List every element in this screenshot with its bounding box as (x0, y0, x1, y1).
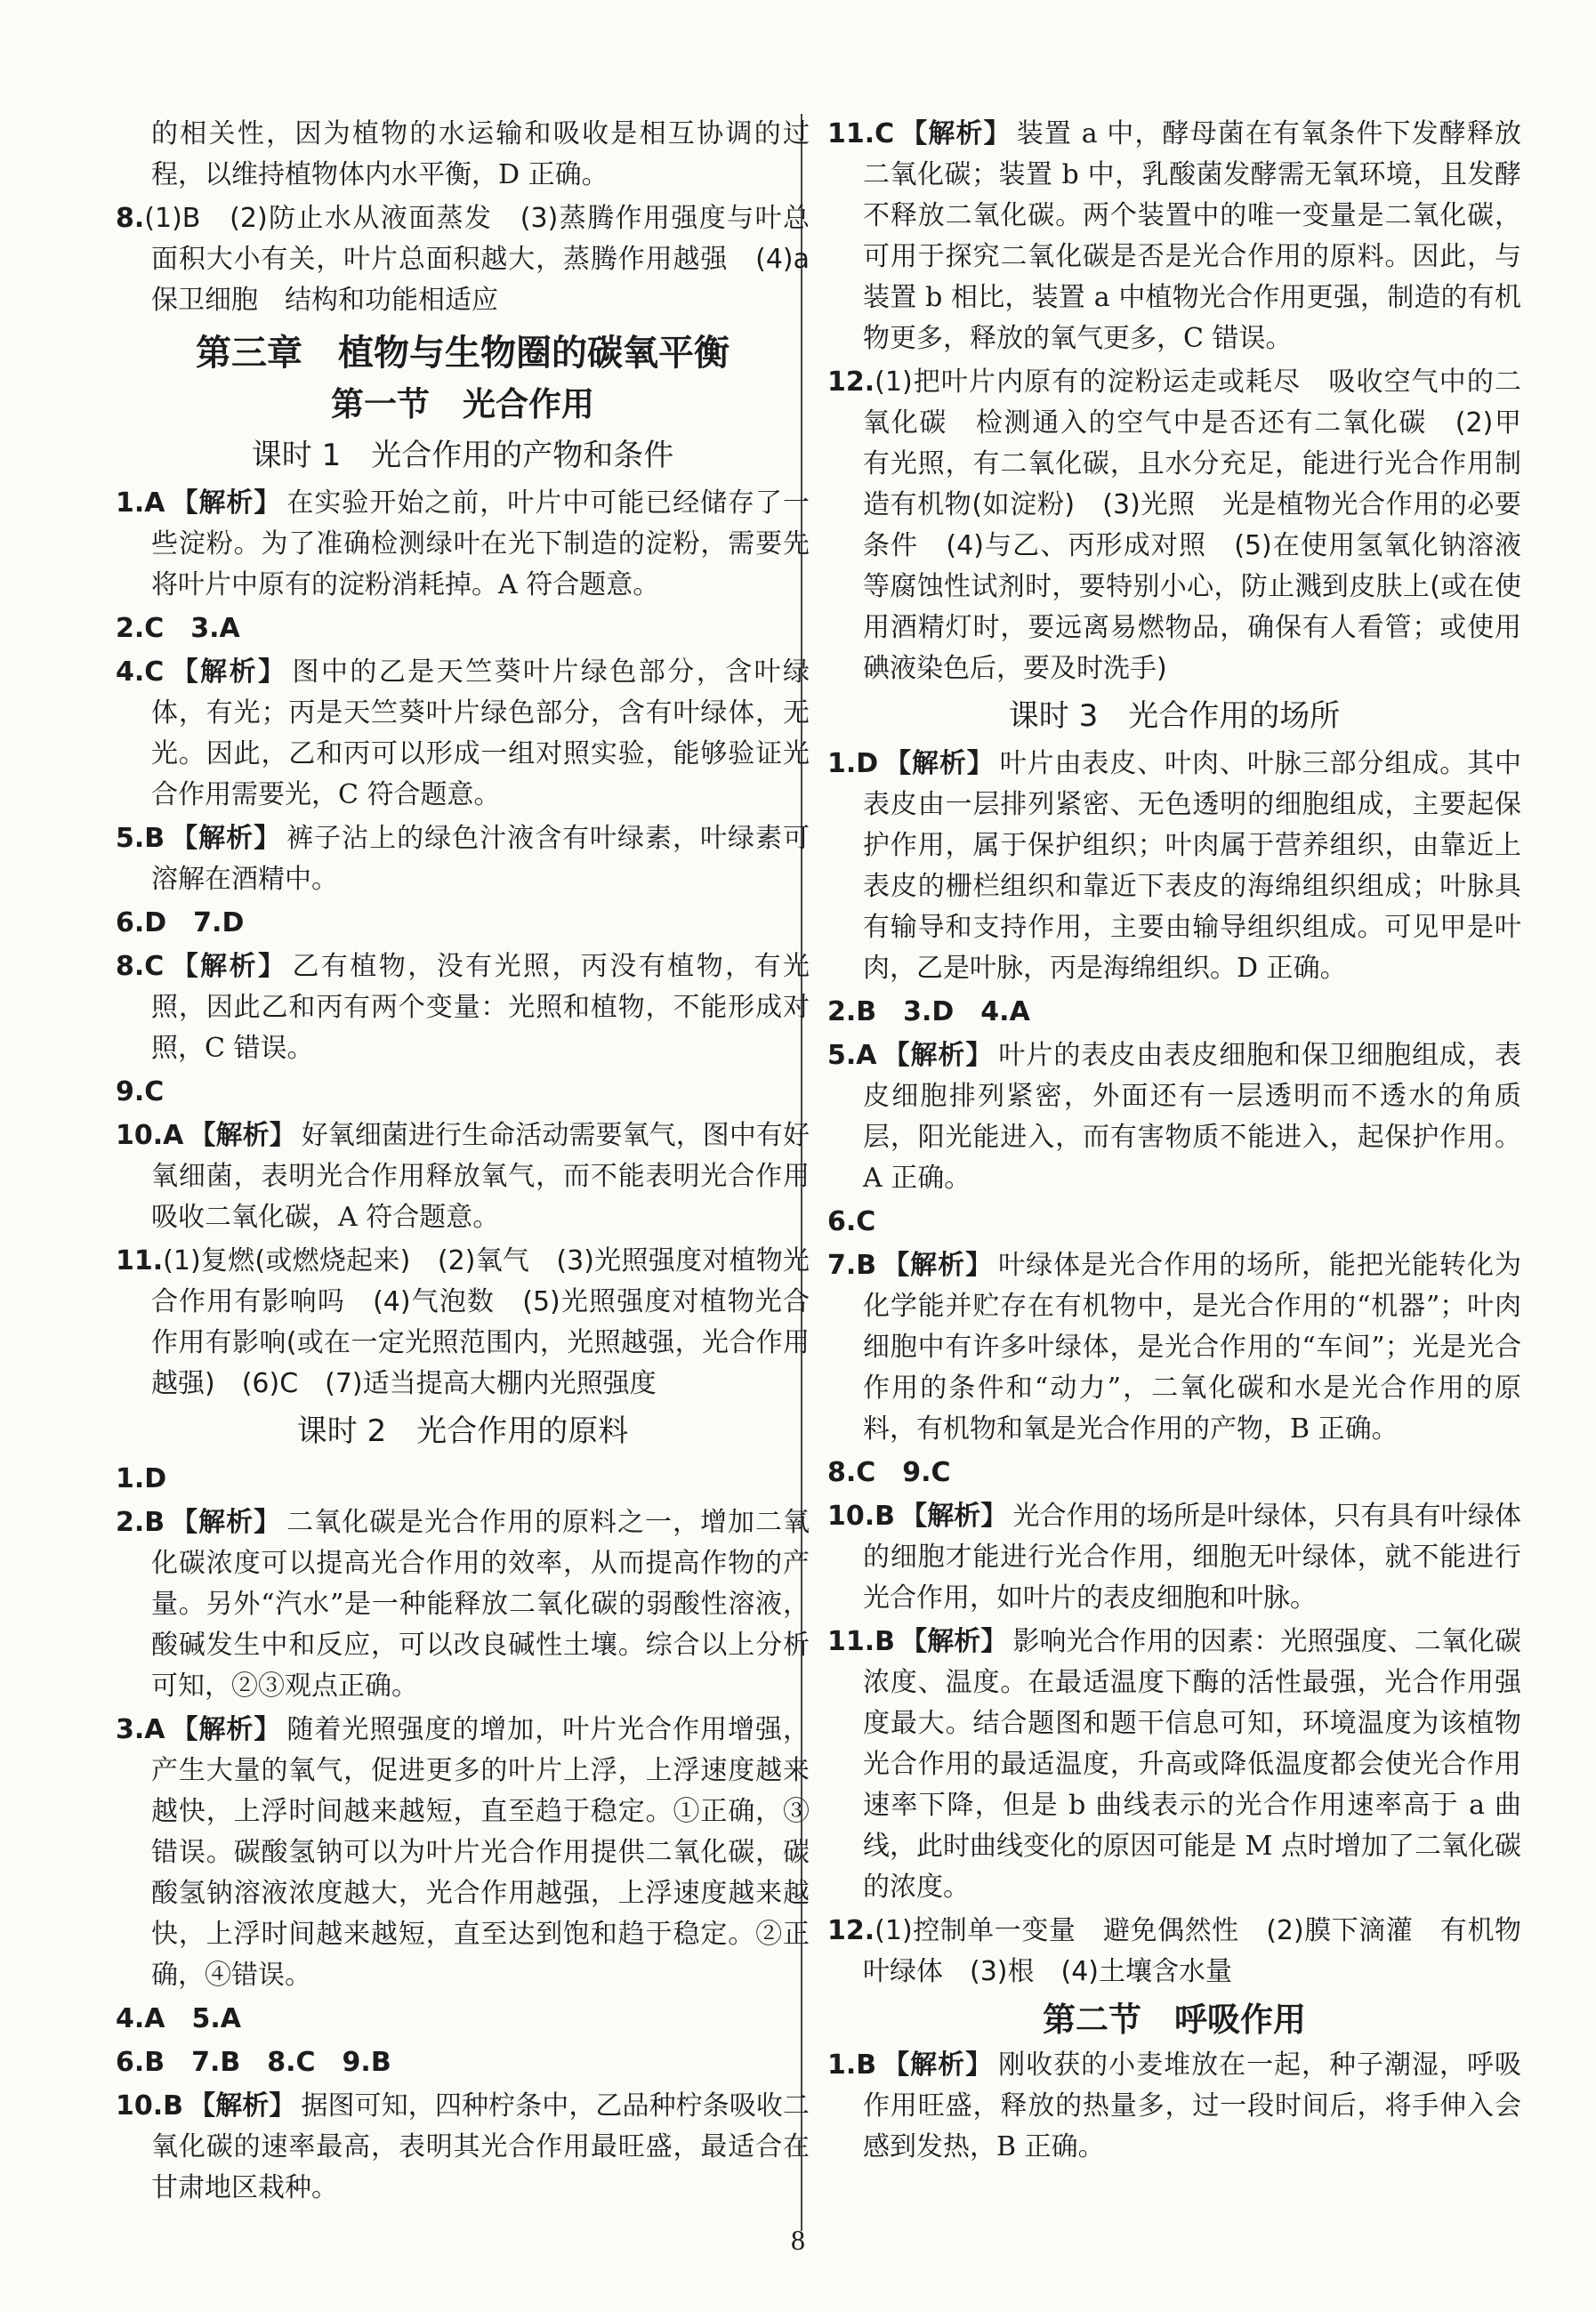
answer-text: 叶片由表皮、叶肉、叶脉三部分组成。其中表皮由一层排列紧密、无色透明的细胞组成，主要起保护作用，属于保护组织；叶肉属于营养组织，由靠近上表皮的栅栏组织和靠近下表皮的海绵组织组成；叶脉具有输导和支持作用，主要由输导组织组成。可见甲是叶肉，乙是叶脉，丙是海绵组织。D 正确。 (863, 748, 1522, 984)
answer-text: 刚收获的小麦堆放在一起，种子潮湿，呼吸作用旺盛，释放的热量多，过一段时间后，将手伸入会感到发热，B 正确。 (863, 2049, 1522, 2162)
answer-item (116, 652, 810, 816)
answer-number: 5.A (827, 1040, 877, 1071)
answer-item (827, 1035, 1521, 1199)
answer-text: 裤子沾上的绿色汁液含有叶绿素，叶绿素可溶解在酒精中。 (151, 823, 810, 895)
section-title: 第一节 光合作用 (331, 385, 594, 423)
lesson3-answers (827, 744, 1548, 1993)
answer-text: (1)复燃(或燃烧起来) (2)氧气 (3)光照强度对植物光合作用有影响吗 (4)气泡数 (5)光照强度对植物光合作用有影响(或在一定光照范围内，光照越强，光合作用越强) (6)C (7)适当提高大棚内光照强度 (151, 1245, 810, 1399)
answer-item (827, 992, 1521, 1033)
lesson2-answers-continued (827, 114, 1548, 689)
section2-answers (827, 2045, 1521, 2168)
answer-text: 随着光照强度的增加，叶片光合作用增强，产生大量的氧气，促进更多的叶片上浮，上浮速度越来越快，上浮时间越来越短，直至趋于稳定。①正确，③错误。碳酸氢钠可以为叶片光合作用提供二氧化碳，碳酸氢钠溶液浓度越大，光合作用越强，上浮速度越来越快，上浮时间越来越短，直至达到饱和趋于稳定。②正确，④错误。 (151, 1714, 810, 1991)
lesson2-answers (116, 1459, 810, 2209)
analysis-tag: 【解析】 (170, 1507, 282, 1538)
answer-text: (1)把叶片内原有的淀粉运走或耗尽 吸收空气中的二氧化碳 检测通入的空气中是否还有二氧化碳 (2)甲 有光照，有二氧化碳，且水分充足，能进行光合作用制造有机物(如淀粉) (3)光照 光是植物光合作用的必要条件 (4)与乙、丙形成对照 (5)在使用氢氧化钠溶液等腐蚀性试剂时，要特别小心，防止溅到皮肤上(或在使用酒精灯时，要远离易燃物品，确保有人看管；或使用碘液染色后，要及时洗手) (863, 366, 1548, 684)
answer-number: 9.C (116, 1076, 165, 1107)
lesson1-answers (116, 483, 810, 1405)
answer-item (116, 2086, 810, 2209)
answer-text: 影响光合作用的因素：光照强度、二氧化碳浓度、温度。在最适温度下酶的活性最强，光合作用强度最大。结合题图和题干信息可知，环境温度为该植物光合作用的最适温度，升高或降低温度都会使光合作用速率下降，但是 b 曲线表示的光合作用速率高于 a 曲线，此时曲线变化的原因可能是 M 点时增加了二氧化碳的浓度。 (863, 1626, 1522, 1903)
answer-text: 二氧化碳是光合作用的原料之一，增加二氧化碳浓度可以提高光合作用的效率，从而提高作物的产量。另外“汽水”是一种能释放二氧化碳的弱酸性溶液，酸碱发生中和反应，可以改良碱性土壤。综合以上分析可知，②③观点正确。 (151, 1507, 810, 1702)
answer-number: 4.A 5.A (116, 2003, 241, 2034)
answer-number: 6.D 7.D (116, 907, 245, 938)
answer-item (827, 362, 1548, 689)
continued-answer-text: 的相关性，因为植物的水运输和吸收是相互协调的过程，以维持植物体内水平衡，D 正确。 (151, 118, 810, 190)
answer-number: 1.A (116, 487, 165, 519)
answer-number: 8.C (116, 951, 165, 982)
answer-item (116, 198, 836, 321)
answer-item (116, 1072, 810, 1113)
answer-number: 1.B (827, 2049, 877, 2081)
answer-text: (1)B (2)防止水从液面蒸发 (3)蒸腾作用强度与叶总面积大小有关，叶片总面积越大，蒸腾作用越强 (4)a 保卫细胞 结构和功能相适应 (144, 203, 836, 316)
answer-number: 8. (116, 203, 145, 234)
analysis-tag: 【解析】 (189, 1120, 296, 1151)
answer-number: 4.C (116, 656, 165, 688)
answer-number: 6.B 7.B 8.C 9.B (116, 2047, 391, 2078)
answer-item (827, 1245, 1521, 1450)
answer-item (116, 2042, 810, 2083)
answer-text: 据图可知，四种柠条中，乙品种柠条吸收二氧化碳的速率最高，表明其光合作用最旺盛，最适合在甘肃地区栽种。 (151, 2090, 810, 2203)
analysis-tag: 【解析】 (899, 118, 1012, 149)
answer-item (827, 2045, 1521, 2168)
right-column (827, 114, 1548, 2170)
lesson-title: 课时 3 光合作用的场所 (1008, 698, 1341, 734)
analysis-tag: 【解析】 (900, 1626, 1008, 1657)
answer-item (116, 1241, 810, 1405)
answer-item (116, 903, 810, 944)
answer-text: 好氧细菌进行生命活动需要氧气，图中有好氧细菌，表明光合作用释放氧气，而不能表明光合作用吸收二氧化碳，A 符合题意。 (151, 1120, 810, 1233)
left-column (116, 114, 836, 2211)
analysis-tag: 【解析】 (169, 656, 287, 688)
answer-item (827, 1453, 1521, 1494)
answer-text: 叶片的表皮由表皮细胞和保卫细胞组成，表皮细胞排列紧密，外面还有一层透明而不透水的角质层，阳光能进入，而有害物质不能进入，起保护作用。A 正确。 (863, 1040, 1522, 1194)
answer-number: 11. (116, 1245, 164, 1276)
answer-item (827, 1496, 1521, 1619)
answer-number: 8.C 9.C (827, 1457, 951, 1488)
answer-item (116, 946, 810, 1069)
analysis-tag: 【解析】 (170, 487, 282, 519)
analysis-tag: 【解析】 (170, 1714, 282, 1745)
answer-item (116, 1459, 810, 1500)
answer-item (827, 1622, 1521, 1908)
lesson-title: 课时 1 光合作用的产物和条件 (251, 438, 674, 473)
analysis-tag: 【解析】 (169, 951, 287, 982)
answer-item (827, 744, 1521, 989)
answer-text: 乙有植物，没有光照，丙没有植物，有光照，因此乙和丙有两个变量：光照和植物，不能形成对照，C 错误。 (151, 951, 810, 1064)
answer-number: 12. (827, 366, 875, 398)
answer-item (827, 1202, 1521, 1243)
answer-text: 叶绿体是光合作用的场所，能把光能转化为化学能并贮存在有机物中，是光合作用的“机器”；叶肉细胞中有许多叶绿体，是光合作用的“车间”；光是光合作用的条件和“动力”，二氧化碳和水是光合作用的原料，有机物和氧是光合作用的产物，B 正确。 (863, 1250, 1522, 1445)
section-title: 第二节 呼吸作用 (1043, 2001, 1306, 2039)
answer-number: 6.C (827, 1206, 876, 1237)
answer-number: 12. (827, 1915, 875, 1946)
answer-number: 7.B (827, 1250, 877, 1281)
answer-number: 11.B (827, 1626, 896, 1657)
answer-item (116, 1502, 810, 1707)
answer-item (116, 818, 810, 900)
answer-number: 10.B (827, 1501, 896, 1532)
answer-number: 1.D (827, 748, 879, 779)
answer-number: 2.B (116, 1507, 165, 1538)
answer-text: 装置 a 中，酵母菌在有氧条件下发酵释放二氧化碳；装置 b 中，乳酸菌发酵需无氧环境，且发酵不释放二氧化碳。两个装置中的唯一变量是二氧化碳，可用于探究二氧化碳是否是光合作用的原料。因此，与装置 b 相比，装置 a 中植物光合作用更强，制造的有机物更多，释放的氧气更多，C 错误。 (863, 118, 1521, 354)
lesson-title: 课时 2 光合作用的原料 (296, 1413, 629, 1449)
answer-item (116, 1710, 810, 1996)
answer-item (116, 483, 810, 606)
answer-number: 10.A (116, 1120, 184, 1151)
analysis-tag: 【解析】 (170, 823, 282, 854)
analysis-tag: 【解析】 (882, 2049, 994, 2081)
answer-number: 10.B (116, 2090, 184, 2122)
analysis-tag: 【解析】 (883, 748, 995, 779)
analysis-tag: 【解析】 (882, 1250, 994, 1281)
answer-item (827, 1911, 1548, 1993)
analysis-tag: 【解析】 (882, 1040, 994, 1071)
answer-number: 2.B 3.D 4.A (827, 996, 1030, 1027)
answer-number: 1.D (116, 1463, 167, 1494)
answer-number: 5.B (116, 823, 165, 854)
analysis-tag: 【解析】 (900, 1501, 1008, 1532)
answer-item (827, 114, 1521, 359)
page-number: 8 (791, 2224, 805, 2256)
answer-item (116, 1999, 810, 2040)
answer-text: 光合作用的场所是叶绿体，只有具有叶绿体的细胞才能进行光合作用，细胞无叶绿体，就不能进行光合作用，如叶片的表皮细胞和叶脉。 (863, 1501, 1522, 1614)
answer-item (116, 1115, 810, 1238)
analysis-tag: 【解析】 (189, 2090, 296, 2122)
answer-number: 3.A (116, 1714, 165, 1745)
answer-text: 在实验开始之前，叶片中可能已经储存了一些淀粉。为了准确检测绿叶在光下制造的淀粉，需要先将叶片中原有的淀粉消耗掉。A 符合题意。 (151, 487, 810, 600)
chapter-title: 第三章 植物与生物圈的碳氧平衡 (196, 333, 729, 374)
answer-number: 11.C (827, 118, 895, 149)
answer-number: 2.C 3.A (116, 613, 240, 644)
answer-text: (1)控制单一变量 避免偶然性 (2)膜下滴灌 有机物 叶绿体 (3)根 (4)土壤含水量 (863, 1915, 1548, 1987)
answer-item (116, 608, 810, 649)
answer-text: 图中的乙是天竺葵叶片绿色部分，含叶绿体，有光；丙是天竺葵叶片绿色部分，含有叶绿体，无光。因此，乙和丙可以形成一组对照实验，能够验证光合作用需要光，C 符合题意。 (151, 656, 810, 810)
